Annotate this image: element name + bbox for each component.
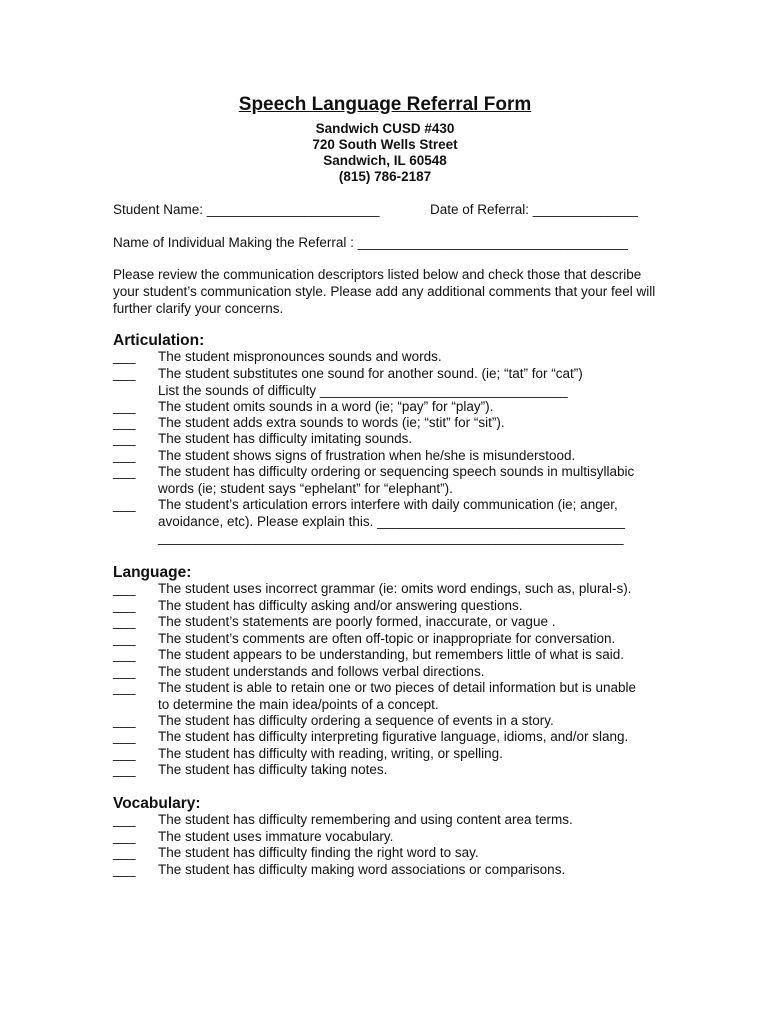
item-text: The student is able to retain one or two pieces of detail information but is unable to determine the main idea/points of a concept. bbox=[158, 680, 637, 712]
check-blank[interactable]: ___ bbox=[113, 448, 136, 463]
item-text: The student’s articulation errors interfere with daily communication (ie; anger, avoidance, etc). Please explain this. _________________________________ ______________________________________________________________ bbox=[158, 497, 625, 545]
item-text: The student appears to be understanding, but remembers little of what is said. bbox=[158, 647, 625, 662]
check-blank[interactable]: ___ bbox=[113, 680, 136, 695]
item-text: The student understands and follows verbal directions. bbox=[158, 664, 485, 679]
check-blank[interactable]: ___ bbox=[113, 581, 136, 596]
item-text: The student has difficulty imitating sounds. bbox=[158, 431, 413, 446]
street-address: 720 South Wells Street bbox=[312, 137, 458, 152]
item-text: The student has difficulty finding the right word to say. bbox=[158, 845, 479, 860]
check-blank[interactable]: ___ bbox=[113, 746, 136, 761]
item-text: The student has difficulty remembering and using content area terms. bbox=[158, 812, 573, 827]
check-blank[interactable]: ___ bbox=[113, 598, 136, 613]
item-text: The student adds extra sounds to words (ie; “stit” for “sit”). bbox=[158, 415, 505, 430]
check-blank[interactable]: ___ bbox=[113, 415, 136, 430]
referrer-name-field[interactable]: Name of Individual Making the Referral : ____________________________________ bbox=[113, 235, 628, 250]
check-blank[interactable]: ___ bbox=[113, 713, 136, 728]
check-blank[interactable]: ___ bbox=[113, 631, 136, 646]
item-text: The student has difficulty making word associations or comparisons. bbox=[158, 862, 566, 877]
district-name: Sandwich CUSD #430 bbox=[315, 121, 455, 136]
item-text: The student mispronounces sounds and words. bbox=[158, 349, 442, 364]
phone-number: (815) 786-2187 bbox=[338, 169, 432, 184]
item-text: The student uses immature vocabulary. bbox=[158, 829, 394, 844]
item-text: The student omits sounds in a word (ie; “pay” for “play”). bbox=[158, 399, 494, 414]
item-text: The student has difficulty with reading, writing, or spelling. bbox=[158, 746, 503, 761]
item-text: The student shows signs of frustration when he/she is misunderstood. bbox=[158, 448, 576, 463]
item-text: The student uses incorrect grammar (ie: omits word endings, such as, plural-s). bbox=[158, 581, 632, 596]
check-blank[interactable]: ___ bbox=[113, 464, 136, 479]
item-text: The student has difficulty ordering a sequence of events in a story. bbox=[158, 713, 554, 728]
item-text: The student substitutes one sound for another sound. (ie; “tat” for “cat”) List the sounds of difficulty _________________________________ bbox=[158, 366, 583, 398]
check-blank[interactable]: ___ bbox=[113, 366, 136, 381]
check-blank[interactable]: ___ bbox=[113, 399, 136, 414]
articulation-heading: Articulation: bbox=[113, 332, 205, 349]
check-blank[interactable]: ___ bbox=[113, 664, 136, 679]
instructions-paragraph: Please review the communication descriptors listed below and check those that describe your student’s communication style. Please add any additional comments that your feel will further clarify your concerns. bbox=[113, 267, 656, 316]
check-blank[interactable]: ___ bbox=[113, 729, 136, 744]
check-blank[interactable]: ___ bbox=[113, 431, 136, 446]
city-state-zip: Sandwich, IL 60548 bbox=[323, 153, 447, 168]
item-text: The student has difficulty asking and/or answering questions. bbox=[158, 598, 523, 613]
date-of-referral-field[interactable]: Date of Referral: ______________ bbox=[430, 202, 638, 217]
item-text: The student has difficulty interpreting figurative language, idioms, and/or slang. bbox=[158, 729, 629, 744]
check-blank[interactable]: ___ bbox=[113, 812, 136, 827]
check-blank[interactable]: ___ bbox=[113, 614, 136, 629]
language-heading: Language: bbox=[113, 564, 192, 581]
item-text: The student has difficulty taking notes. bbox=[158, 762, 388, 777]
item-text: The student’s statements are poorly formed, inaccurate, or vague . bbox=[158, 614, 556, 629]
check-blank[interactable]: ___ bbox=[113, 862, 136, 877]
item-text: The student has difficulty ordering or sequencing speech sounds in multisyllabic words (ie; student says “ephelant” for “elephant”). bbox=[158, 464, 635, 496]
form-title: Speech Language Referral Form bbox=[238, 94, 532, 115]
check-blank[interactable]: ___ bbox=[113, 845, 136, 860]
check-blank[interactable]: ___ bbox=[113, 497, 136, 512]
student-name-field[interactable]: Student Name: _______________________ bbox=[113, 202, 380, 217]
check-blank[interactable]: ___ bbox=[113, 647, 136, 662]
check-blank[interactable]: ___ bbox=[113, 762, 136, 777]
vocabulary-heading: Vocabulary: bbox=[113, 795, 201, 812]
item-text: The student’s comments are often off-topic or inappropriate for conversation. bbox=[158, 631, 616, 646]
check-blank[interactable]: ___ bbox=[113, 829, 136, 844]
check-blank[interactable]: ___ bbox=[113, 349, 136, 364]
